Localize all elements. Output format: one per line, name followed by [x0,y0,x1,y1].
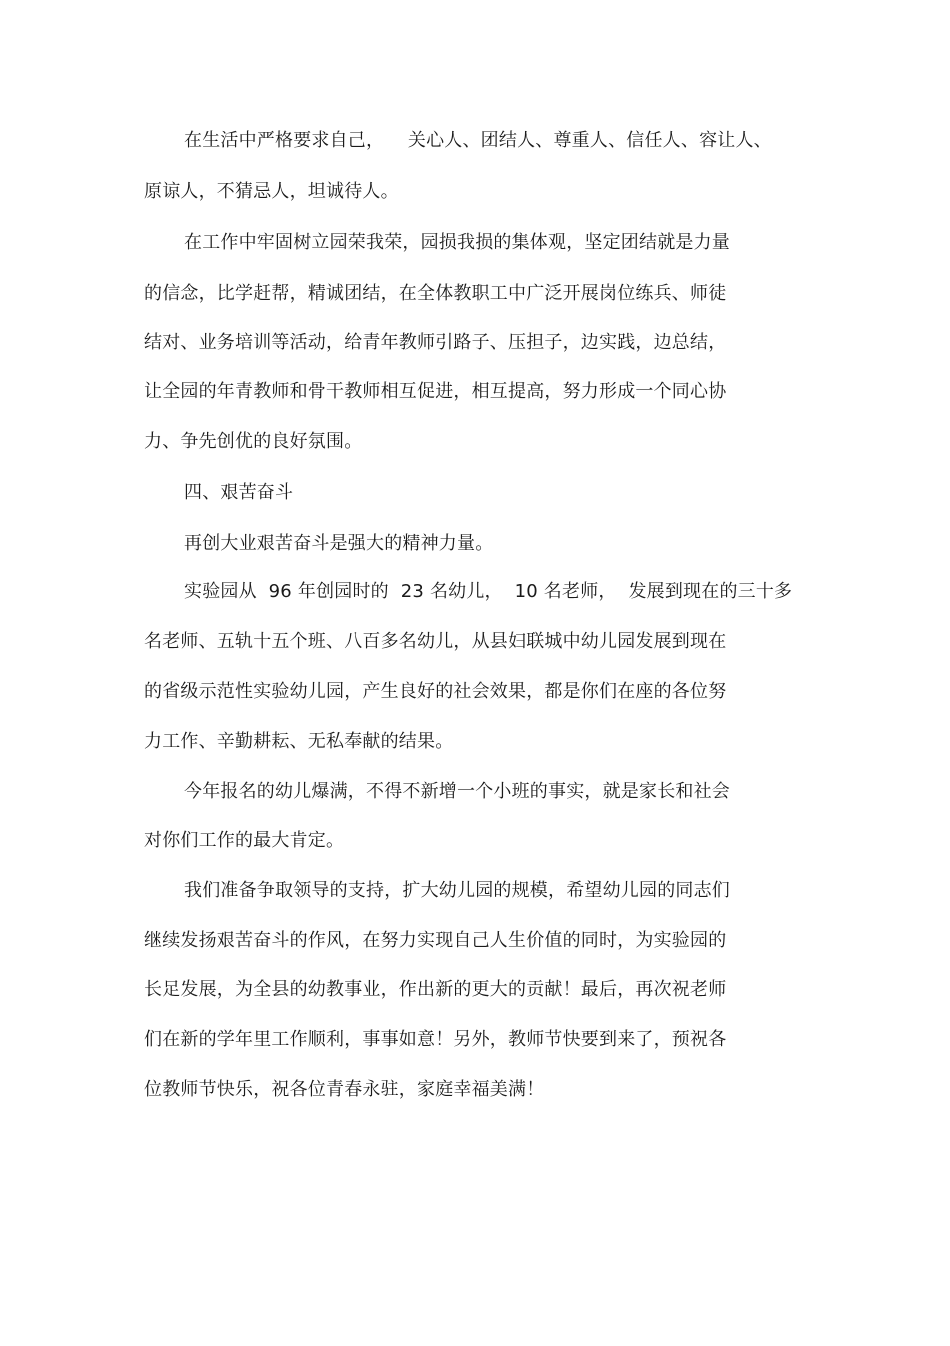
text-line: 今年报名的幼儿爆满，不得不新增一个小班的事实，就是家长和社会 [184,781,730,802]
text-line: 的信念，比学赶帮，精诚团结，在全体教职工中广泛开展岗位练兵、师徒 [144,283,727,304]
text-line: 原谅人，不猜忌人，坦诚待人。 [144,181,399,202]
text-line: 让全园的年青教师和骨干教师相互促进，相互提高，努力形成一个同心协 [144,381,727,402]
text-line: 在生活中严格要求自己， 关心人、团结人、尊重人、信任人、容让人、 [184,130,772,151]
text-line: 力、争先创优的良好氛围。 [144,431,363,452]
text-line: 力工作、辛勤耕耘、无私奉献的结果。 [144,731,454,752]
text-line: 对你们工作的最大肯定。 [144,830,345,851]
text-line: 长足发展，为全县的幼教事业，作出新的更大的贡献！最后，再次祝老师 [144,979,727,1000]
text-line: 在工作中牢固树立园荣我荣，园损我损的集体观，坚定团结就是力量 [184,232,730,253]
text-line: 的省级示范性实验幼儿园，产生良好的社会效果，都是你们在座的各位努 [144,681,727,702]
text-line: 我们准备争取领导的支持，扩大幼儿园的规模，希望幼儿园的同志们 [184,880,730,901]
text-line: 们在新的学年里工作顺利，事事如意！另外，教师节快要到来了，预祝各 [144,1029,727,1050]
text-line: 继续发扬艰苦奋斗的作风，在努力实现自己人生价值的同时，为实验园的 [144,930,727,951]
text-line: 位教师节快乐，祝各位青春永驻，家庭幸福美满！ [144,1079,545,1100]
text-line: 再创大业艰苦奋斗是强大的精神力量。 [184,533,494,554]
text-line: 名老师、五轨十五个班、八百多名幼儿，从县妇联城中幼儿园发展到现在 [144,631,727,652]
text-line: 结对、业务培训等活动，给青年教师引路子、压担子，边实践，边总结， [144,332,727,353]
text-line: 实验园从 96 年创园时的 23 名幼儿， 10 名老师， 发展到现在的三十多 [184,581,793,602]
section-heading: 四、艰苦奋斗 [184,482,294,503]
